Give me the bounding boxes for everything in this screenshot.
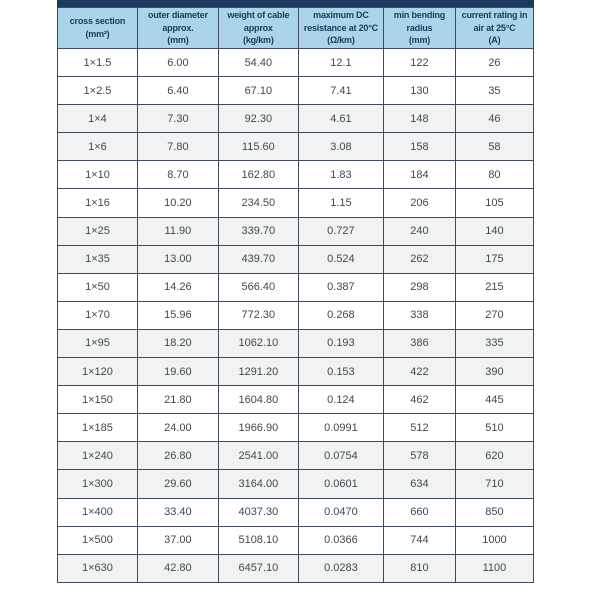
table-cell: 0.193 [298, 329, 383, 357]
table-cell: 148 [384, 105, 456, 133]
column-header-outer-diameter: outer diameter approx. (mm) [137, 8, 218, 49]
table-row [58, 245, 534, 273]
table-cell: 1×16 [58, 189, 138, 217]
table-cell: 462 [384, 386, 456, 414]
table-cell: 1×1.5 [58, 49, 138, 77]
table-cell: 12.1 [298, 49, 383, 77]
table-cell: 0.268 [298, 301, 383, 329]
table-cell: 10.20 [137, 189, 218, 217]
table-cell: 92.30 [218, 105, 298, 133]
table-cell: 1966.90 [218, 414, 298, 442]
table-row [58, 189, 534, 217]
table-cell: 1100 [455, 554, 533, 582]
table-header [58, 8, 534, 49]
table-cell: 3.08 [298, 133, 383, 161]
table-cell: 1604.80 [218, 386, 298, 414]
table-cell: 1.83 [298, 161, 383, 189]
table-cell: 1×400 [58, 498, 138, 526]
table-cell: 0.0366 [298, 526, 383, 554]
table-row [58, 301, 534, 329]
table-row [58, 161, 534, 189]
table-cell: 130 [384, 77, 456, 105]
table-cell: 42.80 [137, 554, 218, 582]
table-cell: 850 [455, 498, 533, 526]
table-cell: 8.70 [137, 161, 218, 189]
table-cell: 2541.00 [218, 442, 298, 470]
table-cell: 140 [455, 217, 533, 245]
table-cell: 390 [455, 358, 533, 386]
table-cell: 46 [455, 105, 533, 133]
table-cell: 386 [384, 329, 456, 357]
table-cell: 0.524 [298, 245, 383, 273]
table-cell: 122 [384, 49, 456, 77]
table-cell: 1×500 [58, 526, 138, 554]
column-header-min-bending-radius: min bending radius (mm) [384, 8, 456, 49]
table-cell: 29.60 [137, 470, 218, 498]
table-row [58, 358, 534, 386]
table-cell: 158 [384, 133, 456, 161]
table-cell: 512 [384, 414, 456, 442]
column-header-cross-section: cross section (mm²) [58, 8, 138, 49]
table-cell: 7.30 [137, 105, 218, 133]
table-cell: 13.00 [137, 245, 218, 273]
table-cell: 7.80 [137, 133, 218, 161]
table-cell: 67.10 [218, 77, 298, 105]
table-cell: 15.96 [137, 301, 218, 329]
table-cell: 4.61 [298, 105, 383, 133]
column-header-current-rating: current rating in air at 25°C (A) [455, 8, 533, 49]
table-cell: 620 [455, 442, 533, 470]
table-cell: 162.80 [218, 161, 298, 189]
cable-spec-table-container [57, 0, 534, 583]
table-cell: 1×2.5 [58, 77, 138, 105]
table-cell: 0.0470 [298, 498, 383, 526]
table-cell: 634 [384, 470, 456, 498]
table-cell: 1×35 [58, 245, 138, 273]
table-cell: 18.20 [137, 329, 218, 357]
table-cell: 115.60 [218, 133, 298, 161]
table-cell: 1×150 [58, 386, 138, 414]
table-cell: 11.90 [137, 217, 218, 245]
table-cell: 0.124 [298, 386, 383, 414]
table-row [58, 414, 534, 442]
cable-spec-table [57, 7, 534, 583]
table-cell: 338 [384, 301, 456, 329]
table-row [58, 105, 534, 133]
table-cell: 1062.10 [218, 329, 298, 357]
table-row [58, 133, 534, 161]
table-cell: 710 [455, 470, 533, 498]
table-row [58, 442, 534, 470]
table-cell: 7.41 [298, 77, 383, 105]
table-cell: 21.80 [137, 386, 218, 414]
table-cell: 175 [455, 245, 533, 273]
table-row [58, 470, 534, 498]
table-cell: 0.0601 [298, 470, 383, 498]
table-cell: 206 [384, 189, 456, 217]
table-cell: 184 [384, 161, 456, 189]
table-cell: 6.00 [137, 49, 218, 77]
table-cell: 262 [384, 245, 456, 273]
table-cell: 0.727 [298, 217, 383, 245]
table-row [58, 217, 534, 245]
table-cell: 5108.10 [218, 526, 298, 554]
table-cell: 14.26 [137, 273, 218, 301]
table-cell: 33.40 [137, 498, 218, 526]
table-cell: 1000 [455, 526, 533, 554]
table-cell: 0.0991 [298, 414, 383, 442]
table-cell: 445 [455, 386, 533, 414]
table-cell: 26.80 [137, 442, 218, 470]
table-cell: 1×25 [58, 217, 138, 245]
table-cell: 1×300 [58, 470, 138, 498]
table-row [58, 49, 534, 77]
table-cell: 744 [384, 526, 456, 554]
table-row [58, 77, 534, 105]
table-cell: 35 [455, 77, 533, 105]
table-cell: 439.70 [218, 245, 298, 273]
table-cell: 810 [384, 554, 456, 582]
table-cell: 6457.10 [218, 554, 298, 582]
table-cell: 0.387 [298, 273, 383, 301]
table-cell: 3164.00 [218, 470, 298, 498]
table-cell: 1×120 [58, 358, 138, 386]
table-cell: 240 [384, 217, 456, 245]
column-header-cable-weight: weight of cable approx (kg/km) [218, 8, 298, 49]
table-cell: 1×6 [58, 133, 138, 161]
table-row [58, 554, 534, 582]
table-row [58, 498, 534, 526]
table-row [58, 526, 534, 554]
table-cell: 335 [455, 329, 533, 357]
table-cell: 37.00 [137, 526, 218, 554]
column-header-max-dc-resistance: maximum DC resistance at 20°C (Ω/km) [298, 8, 383, 49]
table-cell: 105 [455, 189, 533, 217]
table-cell: 298 [384, 273, 456, 301]
table-cell: 566.40 [218, 273, 298, 301]
table-cell: 1×240 [58, 442, 138, 470]
table-cell: 80 [455, 161, 533, 189]
table-cell: 1×4 [58, 105, 138, 133]
table-cell: 24.00 [137, 414, 218, 442]
table-cell: 510 [455, 414, 533, 442]
table-cell: 270 [455, 301, 533, 329]
table-cell: 1.15 [298, 189, 383, 217]
table-row [58, 386, 534, 414]
table-top-accent-bar [57, 0, 534, 7]
table-cell: 1×95 [58, 329, 138, 357]
table-cell: 772.30 [218, 301, 298, 329]
table-cell: 26 [455, 49, 533, 77]
table-cell: 0.153 [298, 358, 383, 386]
table-cell: 215 [455, 273, 533, 301]
table-cell: 4037.30 [218, 498, 298, 526]
table-cell: 0.0754 [298, 442, 383, 470]
table-row [58, 329, 534, 357]
table-cell: 1×185 [58, 414, 138, 442]
header-row [58, 8, 534, 49]
table-cell: 660 [384, 498, 456, 526]
table-cell: 1×10 [58, 161, 138, 189]
table-cell: 0.0283 [298, 554, 383, 582]
table-cell: 1×50 [58, 273, 138, 301]
table-cell: 6.40 [137, 77, 218, 105]
table-cell: 58 [455, 133, 533, 161]
table-cell: 578 [384, 442, 456, 470]
table-cell: 422 [384, 358, 456, 386]
table-cell: 234.50 [218, 189, 298, 217]
table-cell: 1×70 [58, 301, 138, 329]
table-cell: 1291.20 [218, 358, 298, 386]
table-cell: 54.40 [218, 49, 298, 77]
table-row [58, 273, 534, 301]
table-cell: 1×630 [58, 554, 138, 582]
table-cell: 339.70 [218, 217, 298, 245]
table-cell: 19.60 [137, 358, 218, 386]
table-body [58, 49, 534, 583]
